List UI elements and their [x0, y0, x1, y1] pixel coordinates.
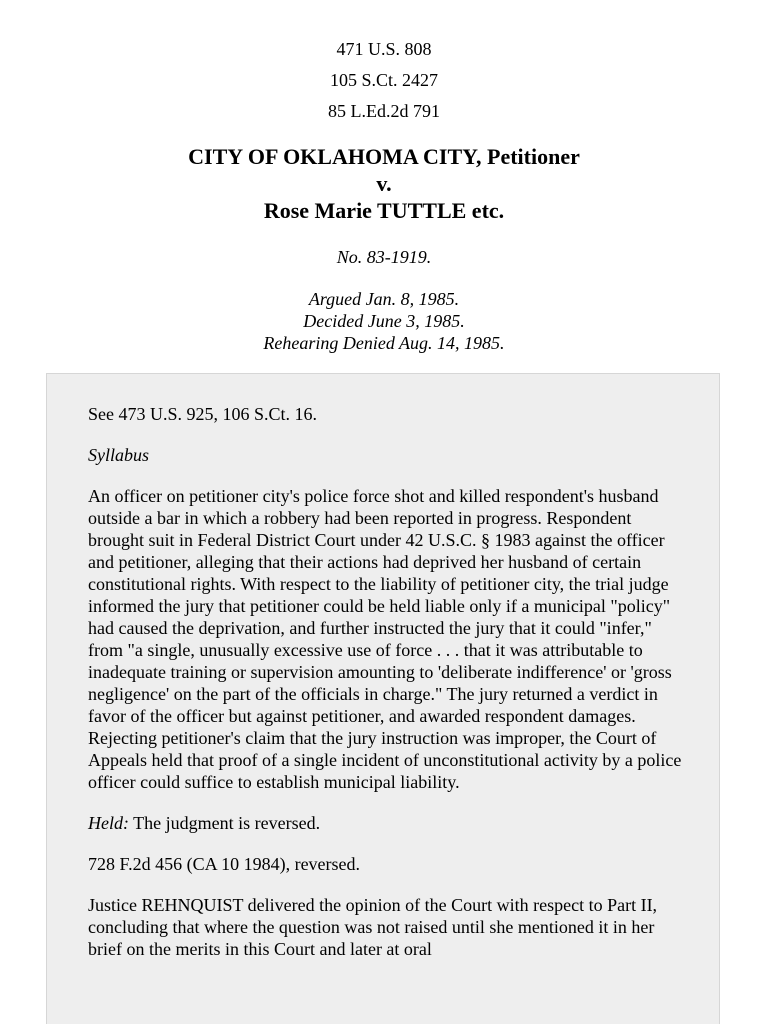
decided-date: Decided June 3, 1985. — [303, 311, 465, 331]
lawyers-edition-citation: 85 L.Ed.2d 791 — [328, 101, 440, 121]
held-paragraph — [88, 812, 688, 834]
see-also-citation: See 473 U.S. 925, 106 S.Ct. 16. — [88, 404, 318, 424]
supreme-court-reporter-citation: 105 S.Ct. 2427 — [329, 70, 439, 90]
held-text: The judgment is reversed. — [128, 813, 321, 833]
citations-block — [0, 34, 768, 127]
syllabus-content — [88, 403, 688, 979]
versus-label: v. — [376, 171, 392, 196]
lower-court-citation: 728 F.2d 456 (CA 10 1984), reversed. — [88, 854, 361, 874]
held-label: Held: — [88, 813, 129, 833]
docket-number: No. 83-1919. — [336, 247, 432, 267]
opinion-paragraph: Justice REHNQUIST delivered the opinion of the Court with respect to Part II, concluding that where the question was not raised until she mentioned it in her brief on the merits in this Court and later at oral — [88, 895, 658, 959]
syllabus-box — [46, 373, 720, 1024]
argued-date: Argued Jan. 8, 1985. — [308, 289, 460, 309]
respondent-name: Rose Marie TUTTLE etc. — [263, 198, 505, 223]
case-dates — [0, 288, 768, 354]
case-title — [0, 143, 768, 224]
syllabus-heading: Syllabus — [88, 445, 149, 465]
rehearing-date: Rehearing Denied Aug. 14, 1985. — [263, 333, 505, 353]
petitioner-name: CITY OF OKLAHOMA CITY, Petitioner — [188, 144, 580, 169]
syllabus-paragraph: An officer on petitioner city's police force shot and killed respondent's husband outside a bar in which a robbery had been reported in progress. Respondent brought suit in Federal District Court under 42 U.S.C. § 1983 against the officer and petitioner, alleging that their actions had deprived her husband of certain constitutional rights. With respect to the liability of petitioner city, the trial judge informed the jury that petitioner could be held liable only if a municipal "policy" had caused the deprivation, and further instructed the jury that it could "infer," from "a single, unusually excessive use of force . . . that it was attributable to inadequate training or supervision amounting to 'deliberate indifference' or 'gross negligence' on the part of the officials in charge." The jury returned a verdict in favor of the officer but against petitioner, and awarded respondent damages. Rejecting petitioner's claim that the jury instruction was improper, the Court of Appeals held that proof of a single incident of unconstitutional activity by a police officer could suffice to establish municipal liability. — [88, 486, 682, 792]
us-reports-citation: 471 U.S. 808 — [336, 39, 432, 59]
